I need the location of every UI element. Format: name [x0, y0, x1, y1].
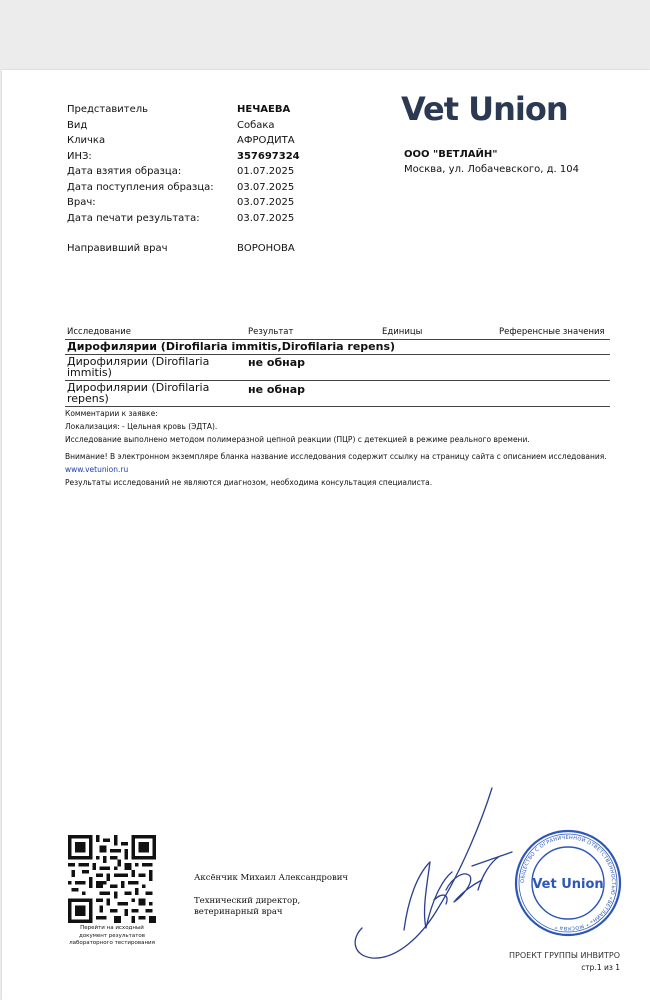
label-inz: ИНЗ: [67, 150, 92, 162]
lab-address: Москва, ул. Лобачевского, д. 104 [404, 164, 579, 175]
lab-name: ООО "ВЕТЛАЙН" [404, 149, 498, 160]
label-referring-doctor: Направивший врач [67, 243, 168, 254]
report-page [2, 70, 650, 1000]
disclaimer-note: Результаты исследований не являются диагнозом, необходима консультация специалиста. [65, 478, 433, 487]
value-print-date: 03.07.2025 [237, 212, 295, 224]
stamp-logo: Vet Union [532, 877, 604, 892]
value-doctor: 03.07.2025 [237, 197, 295, 208]
col-header-units: Единицы [382, 327, 423, 337]
label-representative: Представитель [67, 104, 149, 115]
page-number: стр.1 из 1 [581, 963, 620, 972]
qr-caption-line: документ результатов [78, 932, 146, 939]
label-print-date: Дата печати результата: [67, 212, 200, 224]
patient-labels [67, 102, 214, 226]
signature-icon [342, 780, 532, 970]
website-link[interactable]: www.vetunion.ru [65, 465, 129, 474]
qr-caption-line: лабораторного тестирования [69, 940, 155, 946]
value-inz: 357697324 [237, 150, 300, 162]
row-test-name-cont: repens) [67, 392, 109, 405]
qr-caption-line: Перейти на исходный [80, 925, 144, 931]
col-header-reference: Референсные значения [499, 327, 605, 337]
label-doctor: Врач: [67, 197, 96, 208]
signer-title-line: ветеринарный врач [194, 907, 283, 917]
comments-label: Комментарии к заявке: [65, 409, 158, 418]
signer-title [194, 896, 300, 918]
value-referring-doctor: ВОРОНОВА [237, 243, 295, 254]
group-title: Дирофилярии (Dirofilaria immitis,Dirofilaria repens) [67, 340, 396, 353]
signer-name: Аксёнчик Михаил Александрович [194, 873, 349, 883]
qr-caption [60, 925, 164, 948]
attention-note: Внимание! В электронном экземпляре бланка название исследования содержит ссылку на страницу сайта с описанием исследования. [65, 452, 607, 461]
lab-logo: Vet Union [401, 90, 568, 128]
row-test-name: Дирофилярии (Dirofilaria [67, 355, 210, 368]
row-test-name-cont: immitis) [67, 366, 112, 379]
project-label: ПРОЕКТ ГРУППЫ ИНВИТРО [509, 951, 620, 960]
notes-block [65, 407, 607, 489]
stamp-text: ОБЩЕСТВО С ОГРАНИЧЕННОЙ ОТВЕТСТВЕННОСТЬЮ «ВЕТЛАЙН» * МОСКВА * [519, 834, 617, 932]
stamp-icon [513, 828, 623, 938]
table-row [67, 356, 209, 378]
signer-title-line: Технический директор, [194, 896, 301, 906]
value-representative: НЕЧАЕВА [237, 104, 291, 115]
table-row [67, 382, 209, 404]
label-receipt-date: Дата поступления образца: [67, 181, 214, 193]
method-note: Исследование выполнено методом полимеразной цепной реакции (ПЦР) с детекцией в режиме реального времени. [65, 435, 530, 444]
row-test-name: Дирофилярии (Dirofilaria [67, 381, 210, 394]
col-header-result: Результат [248, 327, 294, 337]
value-receipt-date: 03.07.2025 [237, 181, 295, 193]
row-result: не обнар [248, 383, 306, 396]
col-header-test: Исследование [67, 327, 131, 337]
label-species: Вид [67, 119, 88, 131]
value-sample-date: 01.07.2025 [237, 166, 295, 177]
qr-code-icon[interactable] [68, 835, 156, 923]
value-species: Собака [237, 119, 275, 131]
localization-note: Локализация: - Цельная кровь (ЭДТА). [65, 422, 218, 431]
row-result: не обнар [248, 356, 306, 369]
label-sample-date: Дата взятия образца: [67, 166, 182, 177]
label-nickname: Кличка [67, 135, 106, 146]
value-nickname: АФРОДИТА [237, 135, 295, 146]
patient-values [237, 102, 300, 226]
